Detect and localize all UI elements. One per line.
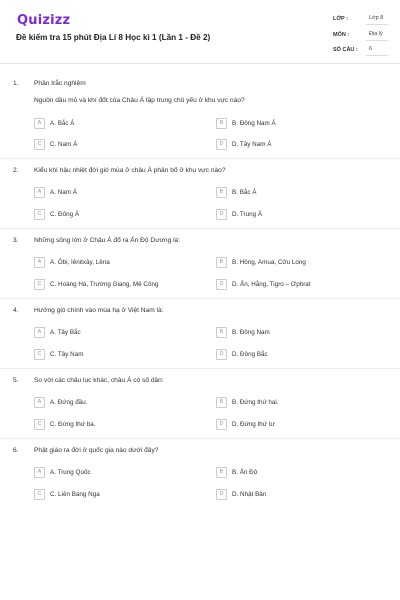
option-label: D. Đông Bắc <box>232 350 268 358</box>
option-a[interactable] <box>34 325 81 339</box>
divider <box>0 438 400 439</box>
class-label: LỚP : <box>333 16 348 22</box>
option-key: D <box>216 419 227 430</box>
option-key: B <box>216 257 227 268</box>
question-text: Nguồn dầu mỏ và khí đốt của Châu Á tập trung chủ yếu ở khu vực nào? <box>34 97 245 104</box>
option-label: B. Đứng thứ hai. <box>232 398 279 406</box>
option-label: D. Nhật Bản <box>232 490 267 498</box>
option-key: C <box>34 489 45 500</box>
option-label: B. Hồng, Amua, Cửu Long <box>232 258 306 266</box>
option-label: C. Nam Á <box>50 140 78 148</box>
option-a[interactable] <box>34 185 77 199</box>
option-d[interactable] <box>216 137 271 151</box>
subject-value: Địa lý <box>366 30 388 41</box>
option-c[interactable] <box>34 137 77 151</box>
option-label: A. Trung Quốc <box>50 468 91 476</box>
option-d[interactable] <box>216 277 311 291</box>
option-key: B <box>216 467 227 478</box>
option-a[interactable] <box>34 255 110 269</box>
option-key: A <box>34 257 45 268</box>
worksheet-header <box>0 0 400 64</box>
question-text: Phật giáo ra đời ở quốc gia nào dưới đây? <box>34 447 159 454</box>
option-b[interactable] <box>216 325 270 339</box>
question-number: 6. <box>13 447 19 454</box>
option-d[interactable] <box>216 487 266 501</box>
option-key: B <box>216 327 227 338</box>
option-label: A. Ôbi, Iênitxây, Lêna <box>50 258 110 266</box>
option-key: C <box>34 279 45 290</box>
question-text: Hướng gió chính vào mùa hạ ở Việt Nam là: <box>34 307 164 314</box>
option-label: A. Tây Bắc <box>50 328 81 336</box>
option-key: D <box>216 489 227 500</box>
option-key: A <box>34 118 45 129</box>
option-b[interactable] <box>216 185 257 199</box>
divider <box>0 158 400 159</box>
question-number: 1. <box>13 80 19 87</box>
option-d[interactable] <box>216 347 268 361</box>
option-key: B <box>216 187 227 198</box>
question-count-label: SỐ CÂU : <box>333 47 358 53</box>
option-b[interactable] <box>216 395 279 409</box>
divider <box>0 298 400 299</box>
question-number: 3. <box>13 237 19 244</box>
option-c[interactable] <box>34 487 100 501</box>
option-label: C. Tây Nam <box>50 350 84 358</box>
option-c[interactable] <box>34 417 96 431</box>
option-label: D. Tây Nam Á <box>232 140 272 148</box>
option-a[interactable] <box>34 395 87 409</box>
option-key: B <box>216 118 227 129</box>
option-d[interactable] <box>216 417 275 431</box>
question-text: Những sông lớn ở Châu Á đổ ra Ấn Độ Dương là: <box>34 237 181 244</box>
option-key: C <box>34 349 45 360</box>
option-a[interactable] <box>34 116 75 130</box>
option-label: B. Đông Nam Á <box>232 119 276 127</box>
option-label: B. Bắc Á <box>232 188 257 196</box>
option-key: A <box>34 187 45 198</box>
question-number: 5. <box>13 377 19 384</box>
option-label: A. Nam Á <box>50 188 77 196</box>
option-key: D <box>216 139 227 150</box>
option-key: D <box>216 209 227 220</box>
option-key: D <box>216 279 227 290</box>
class-value: Lớp 8 <box>366 14 388 25</box>
option-key: D <box>216 349 227 360</box>
option-label: C. Liên Bang Nga <box>50 490 100 498</box>
option-c[interactable] <box>34 207 79 221</box>
question-text: So với các châu lục khác, châu Á có số dân: <box>34 377 164 384</box>
divider <box>0 228 400 229</box>
question-number: 4. <box>13 307 19 314</box>
option-b[interactable] <box>216 116 276 130</box>
question-number: 2. <box>13 167 19 174</box>
option-label: C. Đông Á <box>50 210 80 218</box>
option-d[interactable] <box>216 207 262 221</box>
option-c[interactable] <box>34 277 158 291</box>
option-key: B <box>216 397 227 408</box>
option-b[interactable] <box>216 465 257 479</box>
option-label: C. Hoàng Hà, Trường Giang, Mê Công <box>50 280 159 288</box>
option-label: C. Đứng thứ ba. <box>50 420 96 428</box>
question-count-value: 6 <box>366 45 388 56</box>
option-label: B. Ấn Độ <box>232 468 258 476</box>
worksheet-title: Đề kiểm tra 15 phút Địa Lí 8 Học kì 1 (Lần 1 - Đề 2) <box>16 33 211 42</box>
option-b[interactable] <box>216 255 306 269</box>
option-label: A. Đứng đầu. <box>50 398 88 406</box>
option-key: A <box>34 327 45 338</box>
option-key: A <box>34 397 45 408</box>
option-label: D. Trung Á <box>232 210 263 218</box>
option-label: D. Đứng thứ tư <box>232 420 275 428</box>
option-label: A. Bắc Á <box>50 119 75 127</box>
option-a[interactable] <box>34 465 91 479</box>
option-label: B. Đông Nam <box>232 328 270 336</box>
option-key: C <box>34 209 45 220</box>
option-key: C <box>34 139 45 150</box>
subject-label: MÔN : <box>333 32 350 38</box>
divider <box>0 368 400 369</box>
question-text: Kiểu khí hậu nhiệt đới gió mùa ở châu Á phân bố ở khu vực nào? <box>34 167 226 174</box>
option-c[interactable] <box>34 347 83 361</box>
option-key: A <box>34 467 45 478</box>
section-heading: Phần trắc nghiệm <box>34 80 86 87</box>
option-label: D. Ấn, Hằng, Tigro – Ơphrat <box>232 280 311 288</box>
quizizz-logo: Quizizz <box>17 13 71 28</box>
option-key: C <box>34 419 45 430</box>
